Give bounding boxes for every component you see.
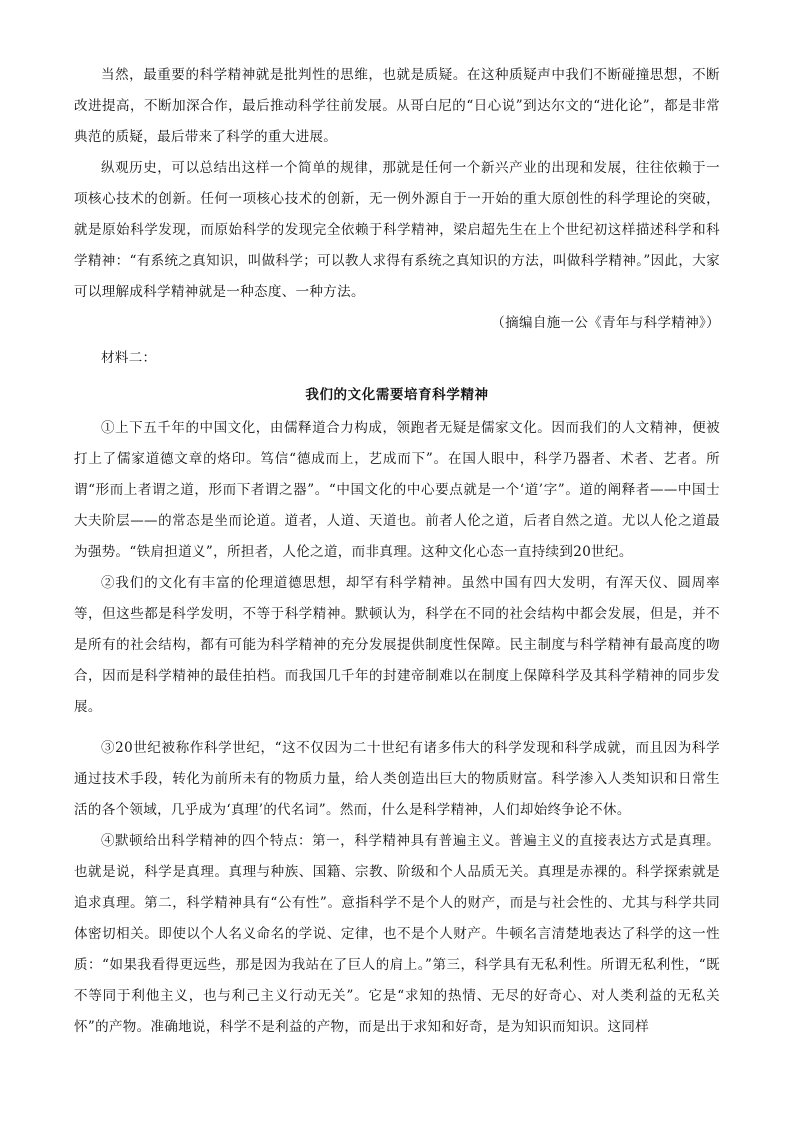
body-paragraph: 纵观历史，可以总结出这样一个简单的规律，那就是任何一个新兴产业的出现和发展，往往依赖于一项核心技术的创新。任何一项核心技术的创新，无一例外源自于一开始的重大原创性的科学理论的突破，就是原始科学发现，而原始科学的发现完全依赖于科学精神，梁启超先生在上个世纪初这样描述科学和科学精神：“有系统之真知识，叫做科学；可以教人求得有系统之真知识的方法，叫做科学精神。”因此，大家可以理解成科学精神就是一种态度、一种方法。	[74, 160, 720, 300]
source-citation: （摘编自施一公《青年与科学精神》）	[491, 315, 720, 331]
body-paragraph: ①上下五千年的中国文化，由儒释道合力构成，领跑者无疑是儒家文化。因而我们的人文精神，便被打上了儒家道德文章的烙印。笃信“德成而上，艺成而下”。在国人眼中，科学乃器者、术者、艺者。所谓“形而上者谓之道，形而下者谓之器”。“中国文化的中心要点就是一个‘道’字”。道的阐释者——中国士大夫阶层——的常态是坐而论道。道者，人道、天道也。前者人伦之道，后者自然之道。尤以人伦之道最为强势。“铁肩担道义”，所担者，人伦之道，而非真理。这种文化心态一直持续到20世纪。	[74, 420, 720, 560]
article-title: 我们的文化需要培育科学精神	[305, 387, 489, 403]
body-paragraph: ④默顿给出科学精神的四个特点：第一，科学精神具有普遍主义。普遍主义的直接表达方式是真理。也就是说，科学是真理。真理与种族、国籍、宗教、阶级和个人品质无关。真理是赤裸的。科学探索就是追求真理。第二，科学精神具有“公有性”。意指科学不是个人的财产，而是与社会性的、尤其与科学共同体密切相关。即使以个人名义命名的学说、定律，也不是个人财产。牛顿名言清楚地表达了科学的这一性质：“如果我看得更远些，那是因为我站在了巨人的肩上。”第三，科学具有无私利性。所谓无私利性，“既不等同于利他主义，也与利己主义行动无关”。它是“求知的热情、无尽的好奇心、对人类利益的无私关怀”的产物。准确地说，科学不是利益的产物，而是出于求知和好奇，是为知识而知识。这同样	[74, 833, 720, 1035]
material-label: 材料二：	[101, 350, 157, 366]
spacer	[74, 723, 720, 733]
body-paragraph: ③20世纪被称作科学世纪，“这不仅因为二十世纪有诸多伟大的科学发现和科学成就，而且因为科学通过技术手段，转化为前所未有的物质力量，给人类创造出巨大的物质财富。科学渗入人类知识和日常生活的各个领域，几乎成为‘真理’的代名词”。然而，什么是科学精神，人们却始终争论不休。	[74, 740, 720, 818]
body-paragraph: ②我们的文化有丰富的伦理道德思想，却罕有科学精神。虽然中国有四大发明，有浑天仪、圆周率等，但这些都是科学发明，不等于科学精神。默顿认为，科学在不同的社会结构中都会发展，但是，并不是所有的社会结构，都有可能为科学精神的充分发展提供制度性保障。民主制度与科学精神有最高度的吻合，因而是科学精神的最佳拍档。而我国几千年的封建帝制难以在制度上保障科学及其科学精神的同步发展。	[74, 575, 720, 715]
body-paragraph: 当然，最重要的科学精神就是批判性的思维，也就是质疑。在这种质疑声中我们不断碰撞思想，不断改进提高，不断加深合作，最后推动科学往前发展。从哥白尼的“日心说”到达尔文的“进化论”，都是非常典范的质疑，最后带来了科学的重大进展。	[74, 67, 720, 145]
